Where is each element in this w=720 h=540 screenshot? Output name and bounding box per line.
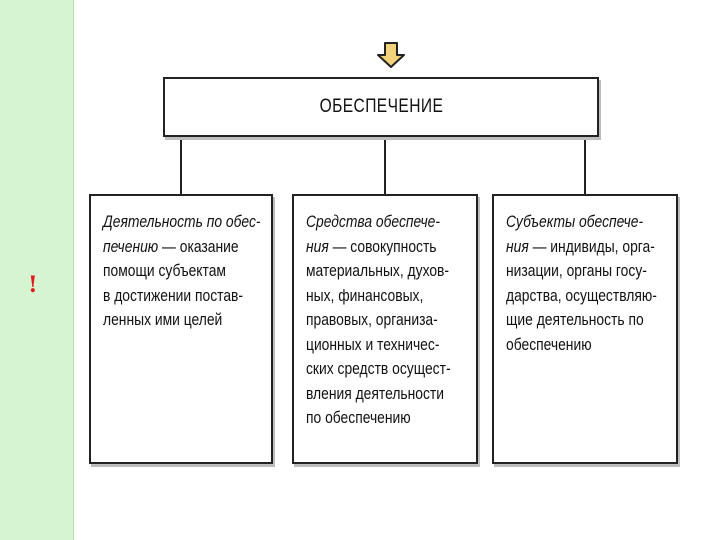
exclamation-mark: ! bbox=[28, 272, 38, 298]
text-line: ленных ими целей bbox=[103, 311, 223, 329]
down-arrow-icon bbox=[376, 42, 406, 68]
box-subjects-text bbox=[506, 210, 666, 357]
text-line: ционных и техничес- bbox=[306, 335, 440, 354]
side-strip bbox=[0, 0, 74, 540]
text-line: помощи субъектам bbox=[103, 262, 226, 280]
text-line: правовых, организа- bbox=[306, 311, 438, 329]
box-means bbox=[292, 194, 478, 464]
text-line: в достижении постав- bbox=[103, 286, 244, 305]
text-line: Средства обеспече- bbox=[306, 213, 440, 231]
text-line: Деятельность по обес- bbox=[103, 213, 261, 231]
text-line: ния — совокупность bbox=[306, 237, 437, 256]
box-subjects bbox=[492, 194, 678, 464]
text-line: низации, органы госу- bbox=[506, 262, 647, 280]
text-line: материальных, духов- bbox=[306, 262, 450, 280]
text-line: ных, финансовых, bbox=[306, 286, 424, 305]
box-means-text bbox=[306, 210, 466, 431]
text-line: ния — индивиды, орга- bbox=[506, 237, 655, 256]
text-line: обеспечению bbox=[506, 335, 592, 354]
text-line: печению — оказание bbox=[103, 237, 239, 256]
text-line: дарства, осуществляю- bbox=[506, 286, 657, 305]
text-line: по обеспечению bbox=[306, 409, 411, 427]
top-title: ОБЕСПЕЧЕНИЕ bbox=[319, 96, 443, 117]
box-activity bbox=[89, 194, 273, 464]
top-box bbox=[163, 77, 599, 137]
text-line: ских средств осущест- bbox=[306, 360, 451, 378]
text-line: щие деятельность по bbox=[506, 311, 644, 329]
text-line: Субъекты обеспече- bbox=[506, 213, 644, 231]
text-line: вления деятельности bbox=[306, 384, 445, 403]
box-activity-text bbox=[103, 210, 261, 333]
